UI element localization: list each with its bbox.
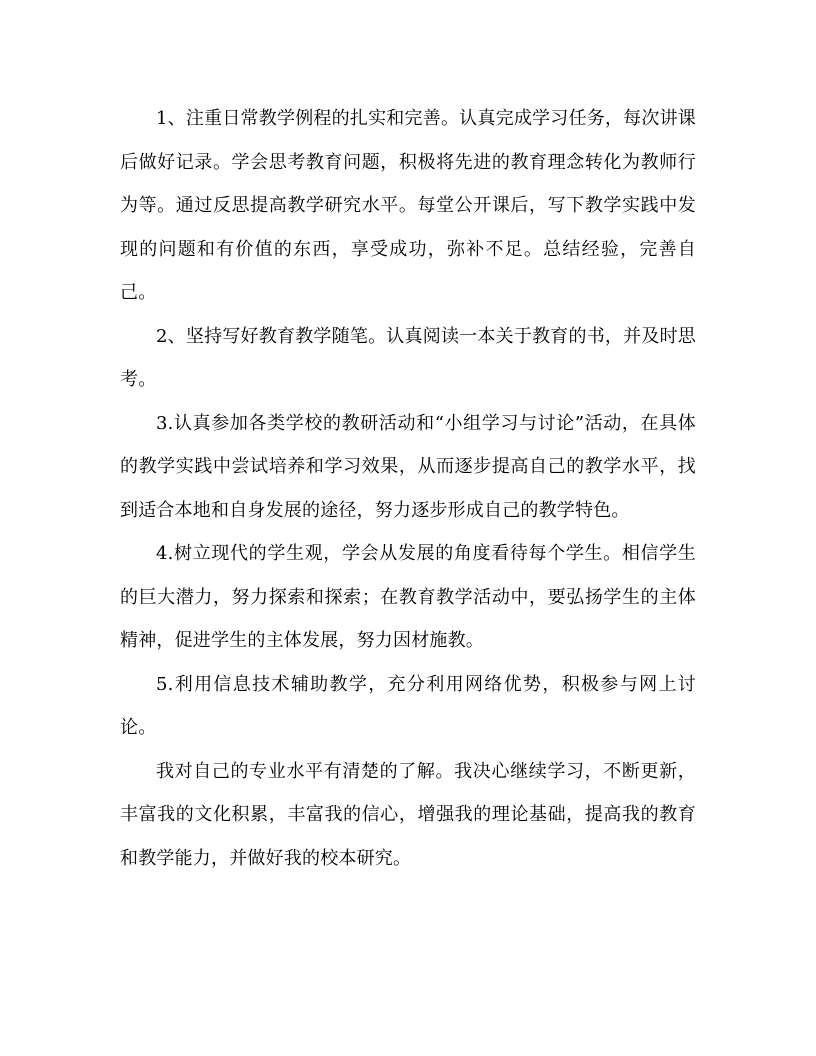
paragraph-3: 3.认真参加各类学校的教研活动和“小组学习与讨论”活动，在具体的教学实践中尝试培养和学习效果，从而逐步提高自己的教学水平，找到适合本地和自身发展的途径，努力逐步形成自己的教学特色。 <box>120 412 696 521</box>
paragraph-1: 1、注重日常教学例程的扎实和完善。认真完成学习任务，每次讲课后做好记录。学会思考教育问题，积极将先进的教育理念转化为教师行为等。通过反思提高教学研究水平。每堂公开课后，写下教学实践中发现的问题和有价值的东西，享受成功，弥补不足。总结经验，完善自己。 <box>120 108 696 303</box>
paragraph-4: 4.树立现代的学生观，学会从发展的角度看待每个学生。相信学生的巨大潜力，努力探索和探索；在教育教学活动中，要弘扬学生的主体精神，促进学生的主体发展，努力因材施教。 <box>120 543 696 651</box>
paragraph-5: 5.利用信息技术辅助教学，充分利用网络优势，积极参与网上讨论。 <box>120 673 696 738</box>
paragraph-2: 2、坚持写好教育教学随笔。认真阅读一本关于教育的书，并及时思考。 <box>120 325 696 390</box>
document-body <box>120 97 696 880</box>
paragraph-6: 我对自己的专业水平有清楚的了解。我决心继续学习，不断更新，丰富我的文化积累，丰富我的信心，增强我的理论基础，提高我的教育和教学能力，并做好我的校本研究。 <box>120 760 696 869</box>
